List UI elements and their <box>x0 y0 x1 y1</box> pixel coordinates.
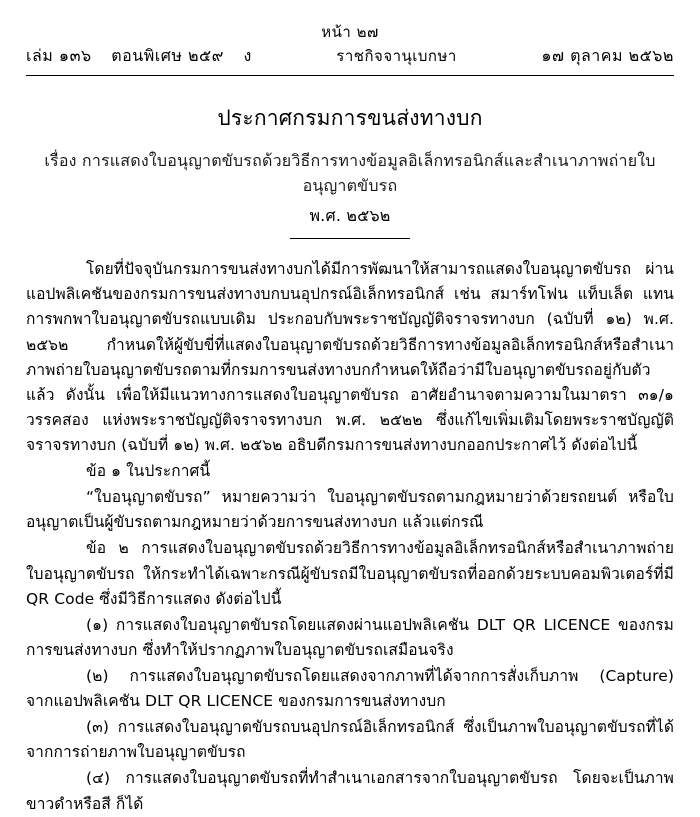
paragraph-item-3: (๓) การแสดงใบอนุญาตขับรถบนอุปกรณ์อิเล็กทรอนิกส์ ซึ่งเป็นภาพใบอนุญาตขับรถที่ได้จากการถ่ายภาพใบอนุญาตขับรถ <box>26 718 674 762</box>
header-gazette-name: ราชกิจจานุเบกษา <box>336 47 457 66</box>
title-divider <box>290 238 410 239</box>
header-section: ตอนพิเศษ ๒๕๙ <box>111 46 224 66</box>
header-date <box>541 44 674 69</box>
header-part: ง <box>243 46 252 66</box>
page-number: หน้า ๒๗ <box>321 23 379 41</box>
paragraph-definition: “ใบอนุญาตขับรถ” หมายความว่า ใบอนุญาตขับรถตามกฎหมายว่าด้วยรถยนต์ หรือใบอนุญาตเป็นผู้ขับรถตามกฎหมายว่าด้วยการขนส่งทางบก แล้วแต่กรณี <box>26 488 674 532</box>
paragraph-item-4: (๔) การแสดงใบอนุญาตขับรถที่ทำสำเนาเอกสารจากใบอนุญาตขับรถ โดยจะเป็นภาพขาวดำหรือสี ก็ได้ <box>26 769 674 813</box>
paragraph-item-1: (๑) การแสดงใบอนุญาตขับรถโดยแสดงผ่านแอปพลิเคชัน DLT QR LICENCE ของกรมการขนส่งทางบก ซึ่งทำให้ปรากฏภาพใบอนุญาตขับรถเสมือนจริง <box>26 615 674 659</box>
page-year: พ.ศ. ๒๕๖๒ <box>309 206 391 226</box>
paragraph-clause-1: ข้อ ๑ ในประกาศนี้ <box>86 462 211 481</box>
paragraph-preamble: โดยที่ปัจจุบันกรมการขนส่งทางบกได้มีการพัฒนาให้สามารถแสดงใบอนุญาตขับรถ ผ่านแอปพลิเคชันของกรมการขนส่งทางบกบนอุปกรณ์อิเล็กทรอนิกส์ เช่น สมาร์ทโฟน แท็บเล็ต แทนการพกพาใบอนุญาตขับรถแบบเดิม ประกอบกับพระราชบัญญัติจราจรทางบก (ฉบับที่ ๑๒) พ.ศ. ๒๕๖๒ กำหนดให้ผู้ขับขี่ที่แสดงใบอนุญาตขับรถด้วยวิธีการทางข้อมูลอิเล็กทรอนิกส์หรือสำเนาภาพถ่ายใบอนุญาตขับรถตามที่กรมการขนส่งทางบกกำหนดให้ถือว่ามีใบอนุญาตขับรถอยู่กับตัวแล้ว ดังนั้น เพื่อให้มีแนวทางการแสดงใบอนุญาตขับรถ อาศัยอำนาจตามความในมาตรา ๓๑/๑ วรรคสอง แห่งพระราชบัญญัติจราจรทางบก พ.ศ. ๒๕๒๒ ซึ่งแก้ไขเพิ่มเติมโดยพระราชบัญญัติจราจรทางบก (ฉบับที่ ๑๒) พ.ศ. ๒๕๖๒ อธิบดีกรมการขนส่งทางบกออกประกาศไว้ ดังต่อไปนี้ <box>26 260 674 455</box>
header-volume: เล่ม ๑๓๖ <box>26 46 92 66</box>
document-header <box>26 22 674 76</box>
page-title: ประกาศกรมการขนส่งทางบก <box>217 106 483 131</box>
header-volume-info <box>26 44 252 69</box>
document-body <box>26 257 674 816</box>
paragraph-item-2: (๒) การแสดงใบอนุญาตขับรถโดยแสดงจากภาพที่ได้จากการสั่งเก็บภาพ (Capture) จากแอปพลิเคชัน DLT QR LICENCE ของกรมการขนส่งทางบก <box>26 667 674 711</box>
header-divider <box>26 75 674 76</box>
paragraph-clause-2: ข้อ ๒ การแสดงใบอนุญาตขับรถด้วยวิธีการทางข้อมูลอิเล็กทรอนิกส์หรือสำเนาภาพถ่ายใบอนุญาตขับรถ ให้กระทำได้เฉพาะกรณีผู้ขับรถมีใบอนุญาตขับรถที่ออกด้วยระบบคอมพิวเตอร์ที่มี QR Code ซึ่งมีวิธีการแสดง ดังต่อไปนี้ <box>26 539 674 608</box>
page-subject: เรื่อง การแสดงใบอนุญาตขับรถด้วยวิธีการทางข้อมูลอิเล็กทรอนิกส์และสำเนาภาพถ่ายใบอนุญาตขับรถ <box>44 151 656 196</box>
header-date-text: ๑๗ ตุลาคม ๒๕๖๒ <box>541 46 674 66</box>
header-row <box>26 44 674 69</box>
